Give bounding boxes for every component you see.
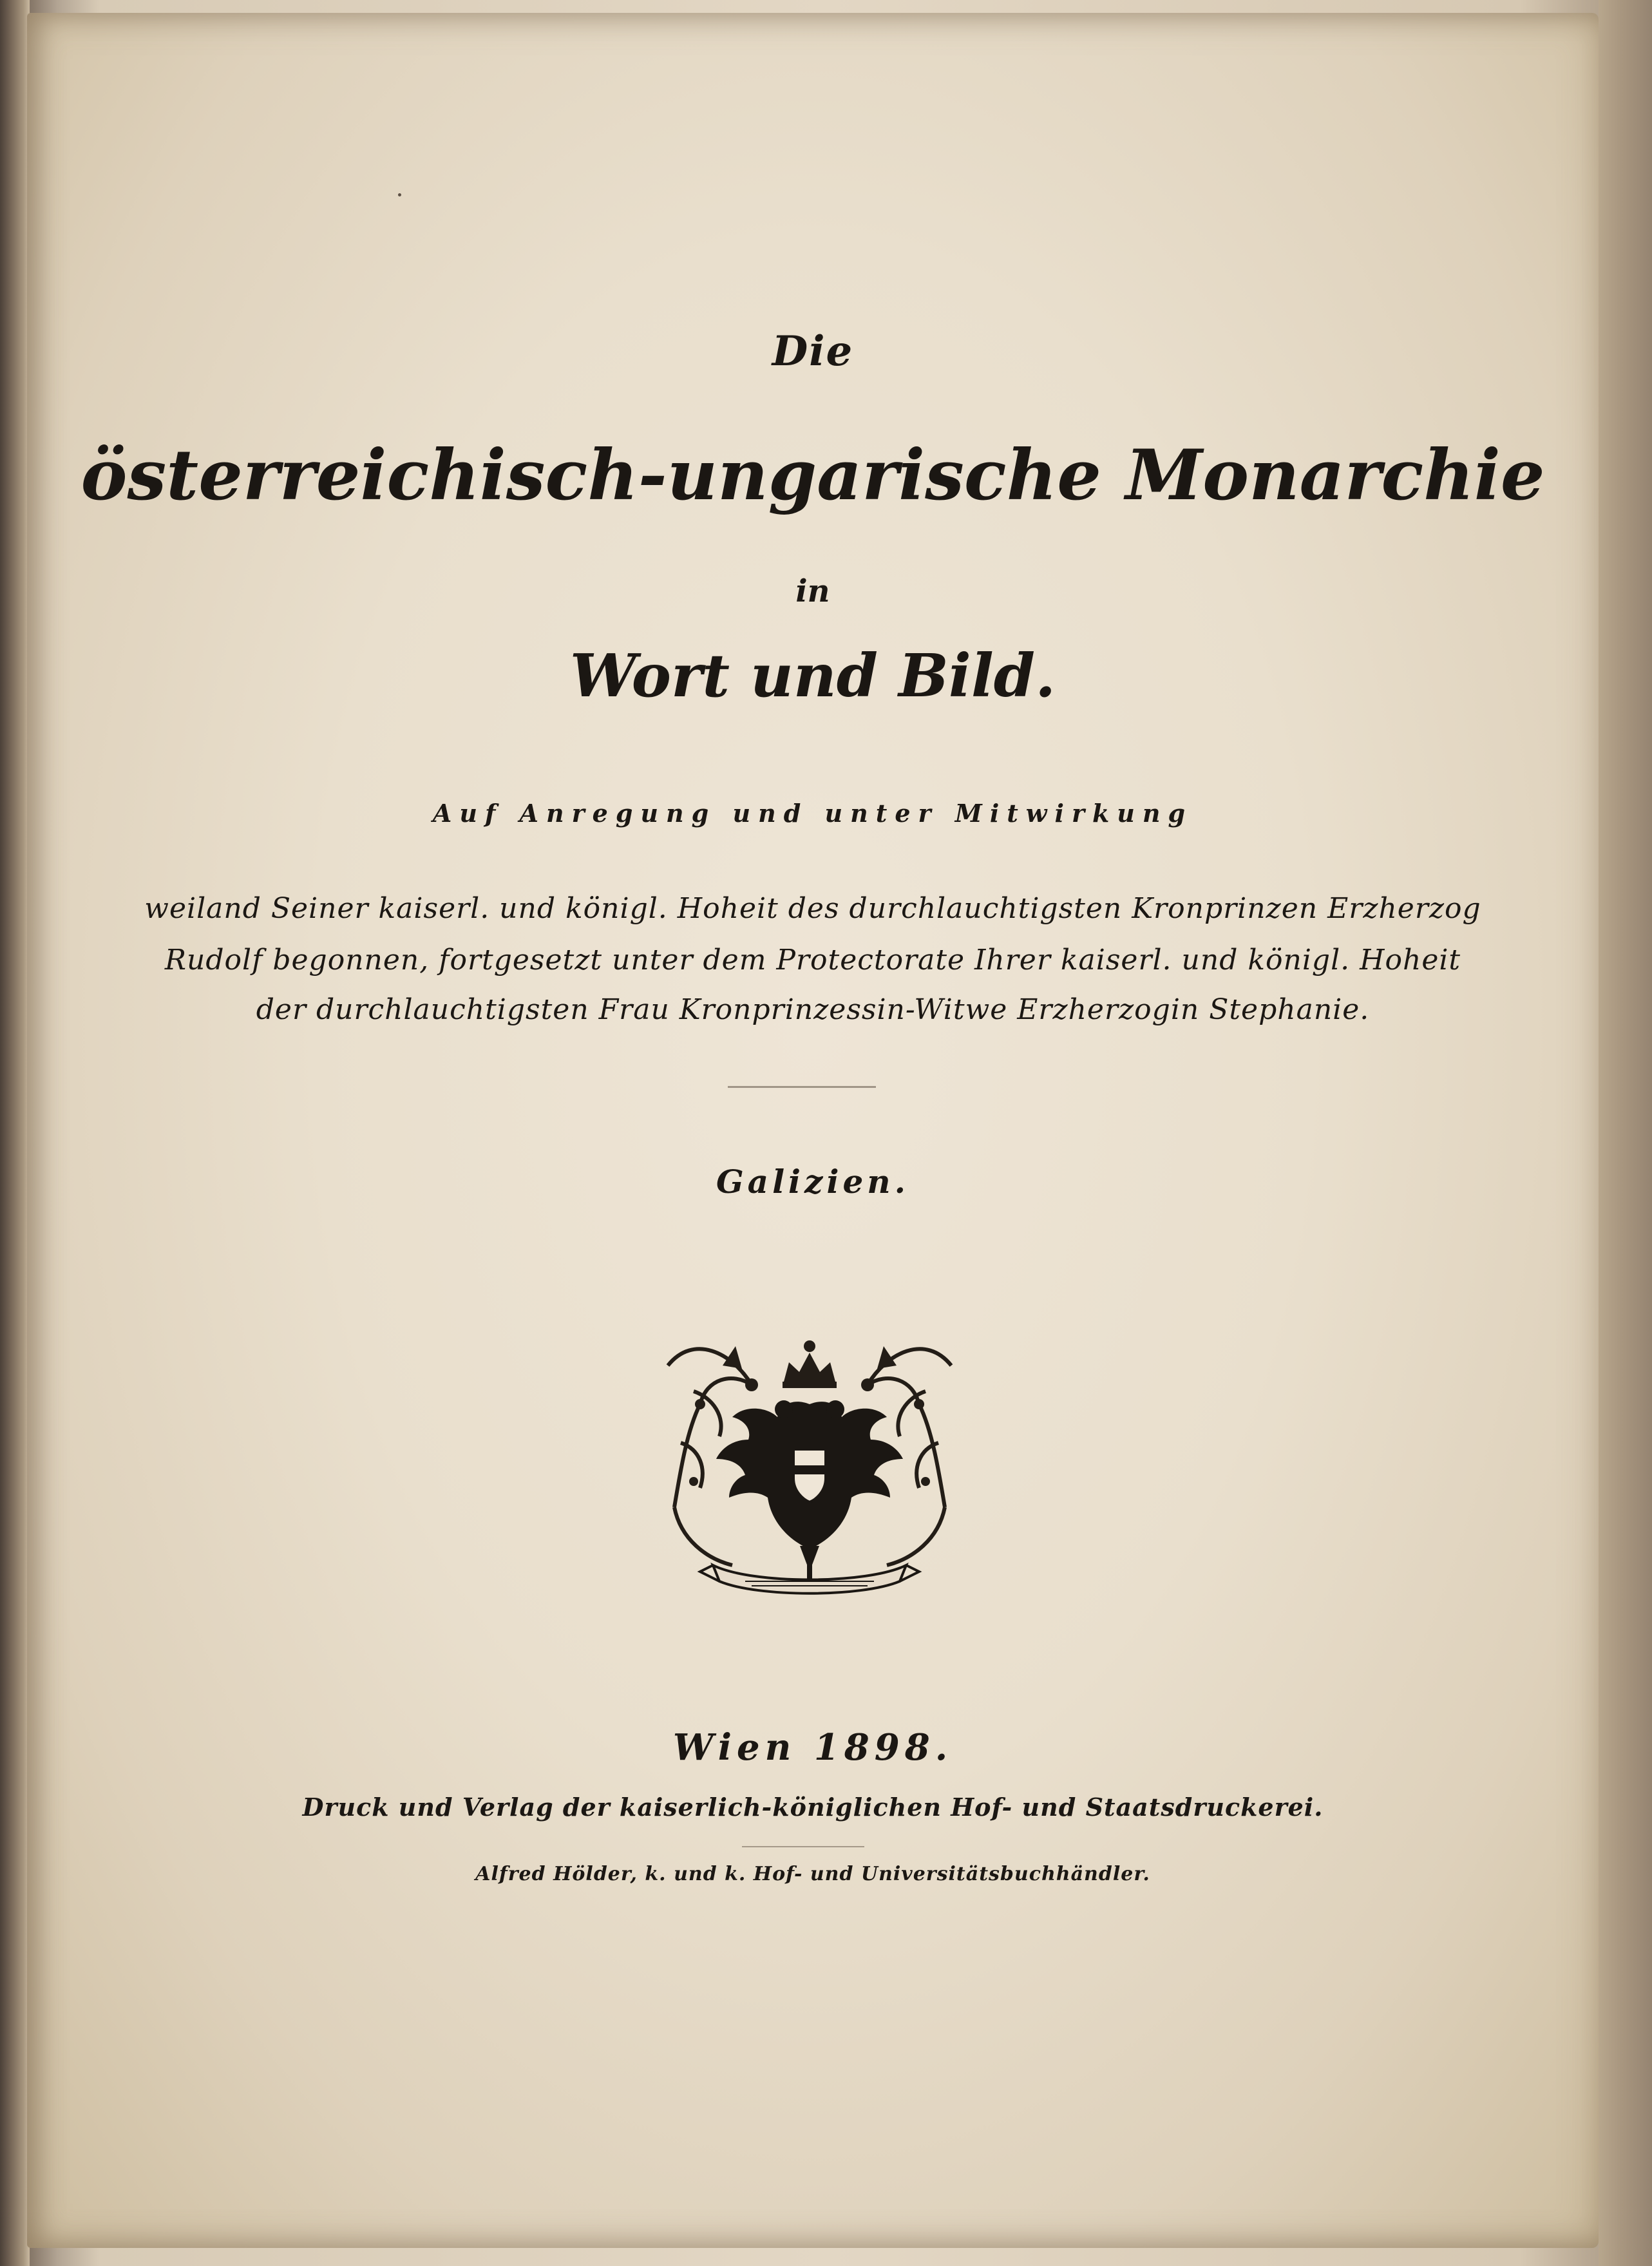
- divider-rule-small: [742, 1846, 864, 1847]
- title-page: [27, 13, 1599, 2248]
- imprint-place-year: Wien 1898.: [672, 1726, 953, 1769]
- title-main: österreichisch-ungarische Monarchie: [81, 435, 1545, 516]
- double-headed-eagle-coat-of-arms-icon: [655, 1327, 964, 1617]
- volume-title: Galizien.: [716, 1163, 910, 1201]
- dedication-line-1: weiland Seiner kaiserl. und königl. Hoheit des durchlauchtigsten Kronprinzen Erzherzog: [144, 892, 1481, 925]
- subtitle: Auf Anregung und unter Mitwirkung: [432, 799, 1193, 828]
- imprint-printer: Druck und Verlag der kaiserlich-königlichen Hof- und Staatsdruckerei.: [302, 1793, 1324, 1822]
- dedication-line-3: der durchlauchtigsten Frau Kronprinzessin-Witwe Erzherzogin Stephanie.: [256, 993, 1370, 1026]
- divider-rule: [728, 1086, 876, 1088]
- book-binding-edge: [0, 0, 30, 2266]
- paper-speck: [398, 193, 401, 196]
- imprint-publisher: Alfred Hölder, k. und k. Hof- und Universitätsbuchhändler.: [475, 1863, 1150, 1885]
- dedication-line-2: Rudolf begonnen, fortgesetzt unter dem Protectorate Ihrer kaiserl. und königl. Hoheit: [164, 944, 1461, 976]
- title-in: in: [795, 573, 830, 609]
- title-die: Die: [772, 327, 854, 376]
- title-wort-und-bild: Wort und Bild.: [569, 641, 1056, 710]
- page-stack-edge: [1599, 0, 1652, 2266]
